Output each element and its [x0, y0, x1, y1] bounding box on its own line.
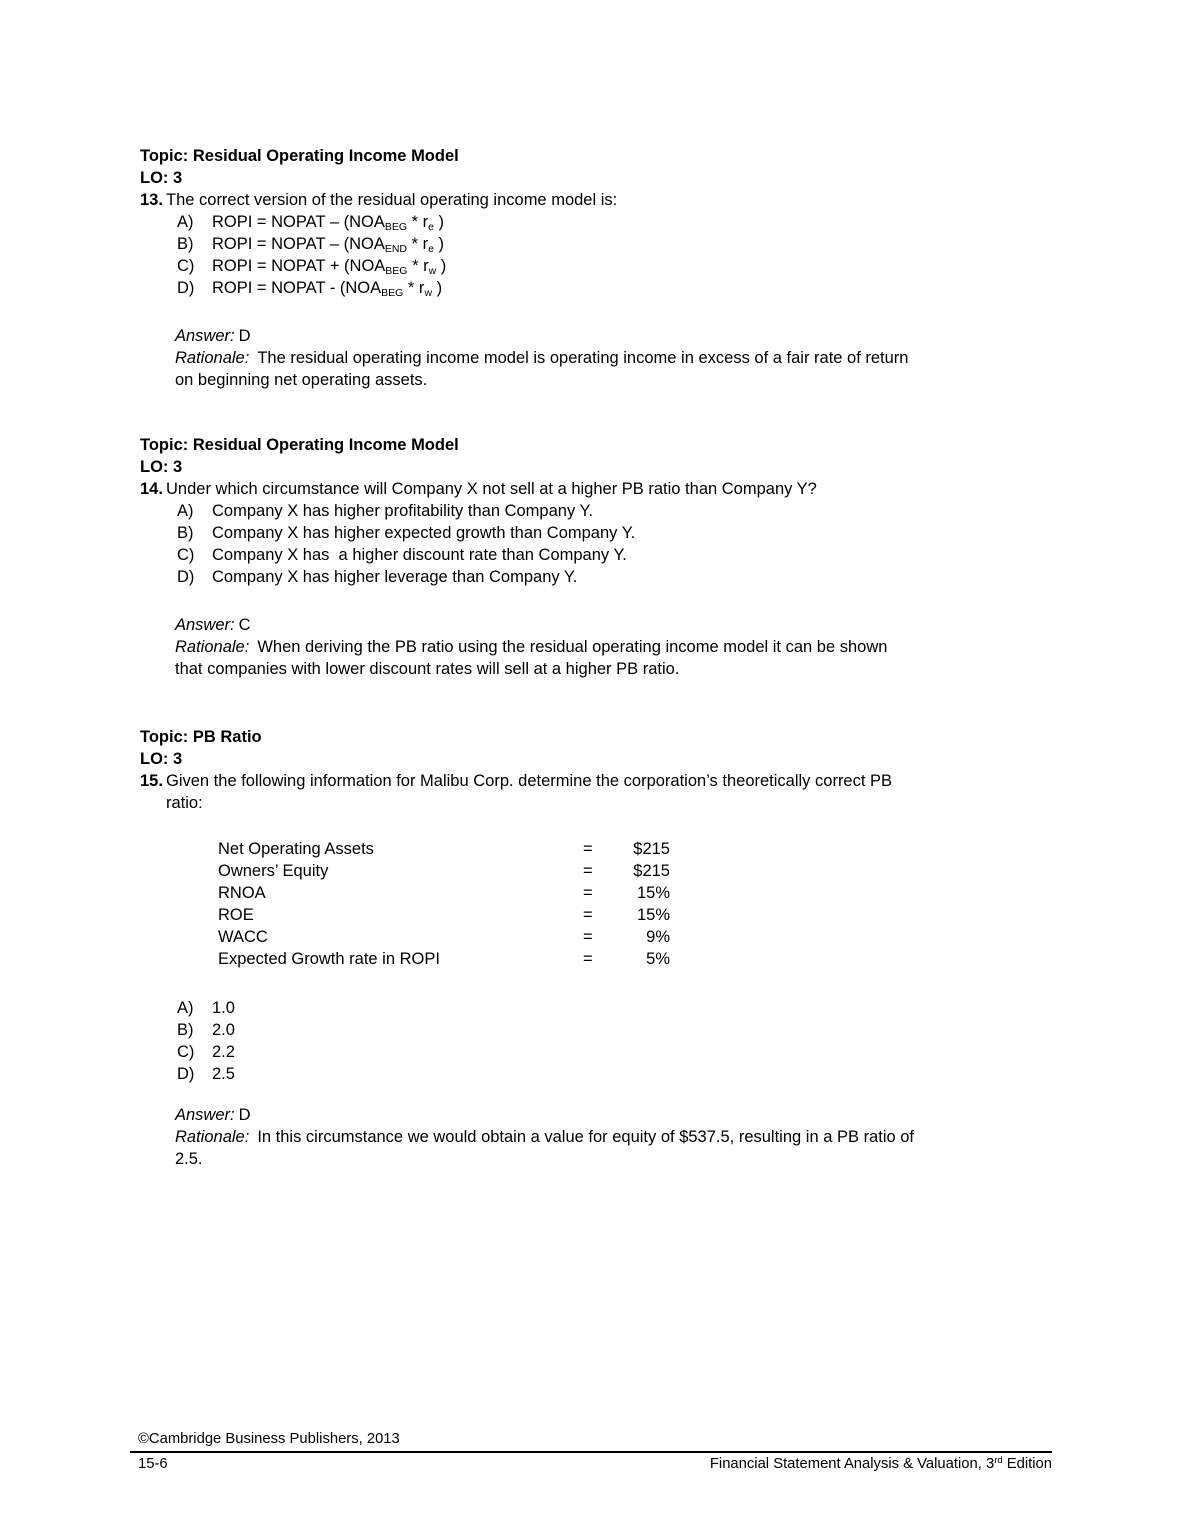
footer-divider: [130, 1451, 1052, 1453]
subscript: BEG: [381, 287, 404, 299]
rationale-line: [175, 1126, 1070, 1148]
option-letter: C): [177, 1043, 195, 1061]
formula: ROPI = NOPAT – (NOABEG * re ): [212, 213, 445, 233]
option-letter: A): [177, 213, 194, 231]
question-15-options: [140, 997, 1070, 1085]
row-label: Owners’ Equity: [218, 862, 329, 880]
option-d: [140, 566, 1070, 588]
answer-label: Answer:: [175, 1106, 235, 1124]
option-text: 1.0: [212, 999, 235, 1017]
row-value: $215: [633, 862, 670, 880]
option-b: [140, 1019, 1070, 1041]
learning-objective: LO: 3: [140, 169, 183, 187]
option-c: [140, 255, 1070, 277]
formula: ROPI = NOPAT – (NOAEND * re ): [212, 235, 445, 255]
rationale-line: 2.5.: [175, 1150, 203, 1168]
option-a: [140, 211, 1070, 233]
rationale-label: Rationale:: [175, 638, 250, 656]
rationale-line: that companies with lower discount rates will sell at a higher PB ratio.: [175, 660, 680, 678]
topic-heading: Topic: PB Ratio: [140, 728, 262, 746]
rationale-text: In this circumstance we would obtain a value for equity of $537.5, resulting in a PB ratio of: [257, 1128, 915, 1146]
row-label: WACC: [218, 928, 268, 946]
option-letter: B): [177, 524, 194, 542]
option-text: 2.2: [212, 1043, 235, 1061]
topic-heading: Topic: Residual Operating Income Model: [140, 436, 459, 454]
option-c: [140, 544, 1070, 566]
option-text: Company X has higher leverage than Company Y.: [212, 568, 578, 586]
subscript: e: [428, 243, 434, 255]
rationale-text: The residual operating income model is operating income in excess of a fair rate of return: [257, 349, 909, 367]
footer-page-number: 15-6: [138, 1456, 168, 1472]
row-value: $215: [633, 840, 670, 858]
answer-line: [175, 614, 1070, 636]
question-text-continued: ratio:: [166, 794, 203, 812]
option-b: [140, 233, 1070, 255]
formula: ROPI = NOPAT + (NOABEG * rw ): [212, 257, 447, 277]
row-value: 9%: [646, 928, 670, 946]
table-row: [218, 948, 698, 970]
table-row: [218, 904, 698, 926]
option-letter: C): [177, 257, 195, 275]
footer-copyright: ©Cambridge Business Publishers, 2013: [138, 1431, 400, 1447]
option-text: Company X has higher profitability than Company Y.: [212, 502, 593, 520]
question-13-block: [140, 145, 1070, 299]
rationale-line: [175, 347, 1070, 369]
option-letter: D): [177, 568, 195, 586]
rationale-line: [175, 636, 1070, 658]
learning-objective: LO: 3: [140, 458, 183, 476]
option-d: [140, 277, 1070, 299]
answer-line: [175, 325, 1070, 347]
subscript: BEG: [385, 265, 408, 277]
answer-line: [175, 1104, 1070, 1126]
table-row: [218, 838, 698, 860]
option-letter: B): [177, 235, 194, 253]
subscript: w: [424, 287, 433, 299]
question-15-stem: [140, 770, 1070, 792]
option-letter: D): [177, 279, 195, 297]
question-number: 13.: [140, 191, 163, 209]
formula: ROPI = NOPAT - (NOABEG * rw ): [212, 279, 443, 299]
subscript: w: [428, 265, 437, 277]
option-a: [140, 997, 1070, 1019]
table-row: [218, 882, 698, 904]
equals-sign: =: [583, 906, 593, 924]
question-13-stem: [140, 189, 1070, 211]
answer-value: D: [238, 1106, 251, 1124]
row-label: ROE: [218, 906, 254, 924]
option-text: 2.5: [212, 1065, 235, 1083]
given-information-table: [218, 838, 698, 970]
table-row: [218, 926, 698, 948]
row-value: 5%: [646, 950, 670, 968]
rationale-text: When deriving the PB ratio using the residual operating income model it can be shown: [257, 638, 888, 656]
option-text: Company X has higher expected growth than Company Y.: [212, 524, 636, 542]
question-15-block: [140, 726, 1070, 814]
topic-heading: Topic: Residual Operating Income Model: [140, 147, 459, 165]
superscript: rd: [994, 1455, 1003, 1466]
equals-sign: =: [583, 950, 593, 968]
equals-sign: =: [583, 928, 593, 946]
question-15-answer-block: [175, 1104, 1070, 1170]
footer-row: [138, 1455, 1052, 1475]
subscript: BEG: [384, 221, 408, 233]
row-value: 15%: [636, 884, 670, 902]
answer-label: Answer:: [175, 616, 235, 634]
option-d: [140, 1063, 1070, 1085]
rationale-label: Rationale:: [175, 349, 250, 367]
question-14-block: [140, 434, 1070, 588]
equals-sign: =: [583, 884, 593, 902]
question-number: 14.: [140, 480, 163, 498]
row-label: Net Operating Assets: [218, 840, 374, 858]
question-text: The correct version of the residual operating income model is:: [166, 191, 618, 209]
row-label: Expected Growth rate in ROPI: [218, 950, 440, 968]
subscript: END: [384, 243, 408, 255]
equals-sign: =: [583, 840, 593, 858]
question-14-answer-block: [175, 614, 1070, 680]
option-letter: A): [177, 999, 194, 1017]
answer-value: C: [238, 616, 251, 634]
row-label: RNOA: [218, 884, 266, 902]
question-text: Given the following information for Malibu Corp. determine the corporation’s theoretically correct PB: [166, 772, 893, 790]
table-row: [218, 860, 698, 882]
option-a: [140, 500, 1070, 522]
option-c: [140, 1041, 1070, 1063]
answer-value: D: [238, 327, 251, 345]
option-text: 2.0: [212, 1021, 235, 1039]
equals-sign: =: [583, 862, 593, 880]
rationale-label: Rationale:: [175, 1128, 250, 1146]
footer-book-title: Financial Statement Analysis & Valuation, 3rd Edition: [709, 1455, 1052, 1472]
question-text: Under which circumstance will Company X not sell at a higher PB ratio than Company Y?: [166, 480, 817, 498]
rationale-line: on beginning net operating assets.: [175, 371, 428, 389]
option-text: Company X has a higher discount rate than Company Y.: [212, 546, 627, 564]
learning-objective: LO: 3: [140, 750, 183, 768]
option-letter: C): [177, 546, 195, 564]
option-letter: A): [177, 502, 194, 520]
question-14-stem: [140, 478, 1070, 500]
subscript: e: [428, 221, 434, 233]
question-number: 15.: [140, 772, 163, 790]
answer-label: Answer:: [175, 327, 235, 345]
question-13-answer-block: [175, 325, 1070, 391]
option-letter: D): [177, 1065, 195, 1083]
option-letter: B): [177, 1021, 194, 1039]
option-b: [140, 522, 1070, 544]
row-value: 15%: [636, 906, 670, 924]
